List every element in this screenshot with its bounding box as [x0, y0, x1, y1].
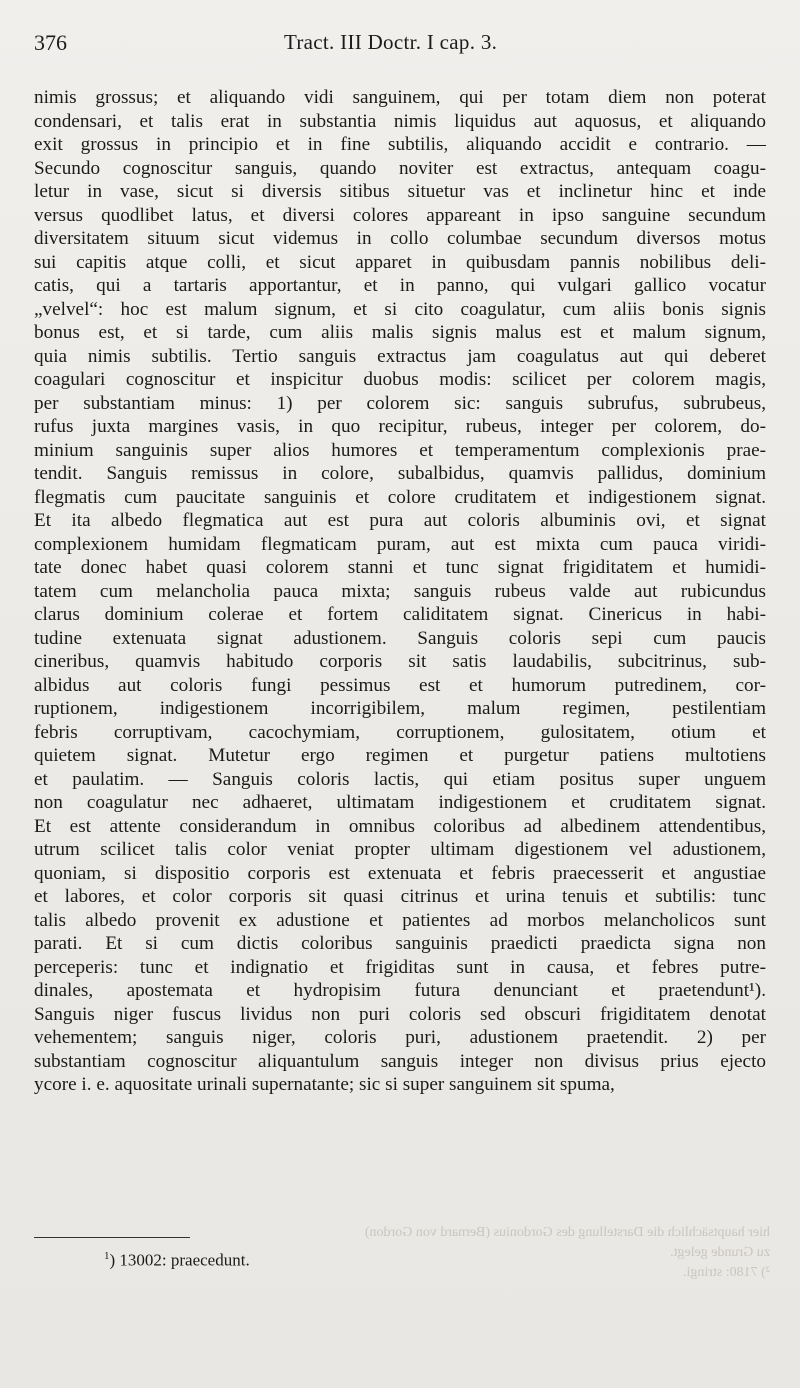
footnote-marker: 1 [104, 1250, 110, 1262]
text-line: diversitatem situum sicut videmus in collo columbae secundum diversos motus [34, 228, 766, 249]
footnote-text: ) 13002: praecedunt. [109, 1250, 250, 1270]
text-line: rufus juxta margines vasis, in quo recipitur, rubeus, integer per colorem, do- [34, 416, 766, 437]
text-line: versus quodlibet latus, et diversi colores appareant in ipso sanguine secundum [34, 204, 766, 226]
bleed-through-text [364, 1223, 770, 1293]
text-line: tate donec habet quasi colorem stanni et tunc signat frigiditatem et humidi- [34, 557, 766, 578]
text-line: complexionem humidam flegmaticam puram, aut est mixta cum pauca viridi- [34, 533, 766, 555]
text-line: letur in vase, sicut si diversis sitibus situetur vas et inclinetur hinc et inde [34, 181, 766, 202]
text-line: exit grossus in principio et in fine subtilis, aliquando accidit e contrario. — [34, 134, 766, 155]
text-line: vehementem; sanguis niger, coloris puri, adustionem praetendit. 2) per [34, 1027, 766, 1048]
text-line: et paulatim. — Sanguis coloris lactis, qui etiam positus super unguem [34, 768, 766, 790]
text-line: per substantiam minus: 1) per colorem sic: sanguis subrufus, subrubeus, [34, 392, 766, 414]
text-line: ruptionem, indigestionem incorrigibilem, malum regimen, pestilentiam [34, 698, 766, 719]
main-text-block [34, 86, 766, 1097]
running-head: Tract. III Doctr. I cap. 3. [284, 30, 498, 54]
text-line: utrum scilicet talis color veniat propter ultimam digestionem vel adustionem, [34, 839, 766, 860]
page-number: 376 [34, 30, 67, 55]
text-line: Secundo cognoscitur sanguis, quando noviter est extractus, antequam coagu- [34, 157, 766, 179]
text-line: non coagulatur nec adhaeret, ultimatam indigestionem et cruditatem signat. [34, 792, 766, 813]
text-line: minium sanguinis super alios humores et temperamentum complexionis prae- [34, 439, 766, 461]
text-line: sui capitis atque colli, et sicut apparet in quibusdam pannis nobilibus deli- [34, 251, 766, 273]
bleed-through-line: ²) 7180: stringi. [682, 1265, 770, 1280]
text-line: parati. Et si cum dictis coloribus sanguinis praedicti praedicta signa non [34, 933, 766, 954]
bleed-through-line: hier hauptsächlich die Darstellung des Gordonius (Bernard von Gordon) [364, 1225, 770, 1240]
text-line: tendit. Sanguis remissus in colore, subalbidus, quamvis pallidus, dominium [34, 463, 766, 484]
text-line: condensari, et talis erat in substantia nimis liquidus aut aquosus, et aliquando [34, 110, 766, 132]
bleed-through-line: zu Grunde gelegt. [670, 1245, 770, 1260]
text-line: coagulari cognoscitur et inspicitur duobus modis: scilicet per colorem magis, [34, 369, 766, 390]
text-line: quia nimis subtilis. Tertio sanguis extractus jam coagulatus aut qui deberet [34, 345, 766, 367]
text-line: perceperis: tunc et indignatio et frigiditas sunt in causa, et febres putre- [34, 956, 766, 978]
text-line: quoniam, si dispositio corporis est extenuata et febris praecesserit et angustiae [34, 862, 766, 884]
footnote [104, 1250, 250, 1271]
text-line: substantiam cognoscitur aliquantulum sanguis integer non divisus prius ejecto [34, 1050, 766, 1072]
text-line: nimis grossus; et aliquando vidi sanguinem, qui per totam diem non poterat [34, 87, 766, 108]
text-line: et labores, et color corporis sit quasi citrinus et urina tenuis et subtilis: tunc [34, 886, 766, 907]
text-line: febris corruptivam, cacochymiam, corruptionem, gulositatem, otium et [34, 721, 766, 743]
text-line: ycore i. e. aquositate urinali supernatante; sic si super sanguinem sit spuma, [34, 1074, 615, 1095]
text-line: Sanguis niger fuscus lividus non puri coloris sed obscuri frigiditatem denotat [34, 1003, 766, 1025]
text-line: clarus dominium colerae et fortem caliditatem signat. Cinericus in habi- [34, 604, 766, 625]
text-line: talis albedo provenit ex adustione et patientes ad morbos melancholicos sunt [34, 909, 766, 931]
text-line: tatem cum melancholia pauca mixta; sanguis rubeus valde aut rubicundus [34, 580, 766, 602]
text-line: flegmatis cum paucitate sanguinis et colore cruditatem et indigestionem signat. [34, 486, 766, 508]
footnote-separator-rule [34, 1237, 190, 1238]
page-header [34, 30, 769, 60]
text-line: albidus aut coloris fungi pessimus est et humorum putredinem, cor- [34, 674, 766, 696]
text-line: tudine extenuata signat adustionem. Sanguis coloris sepi cum paucis [34, 627, 766, 649]
text-line: catis, qui a tartaris apportantur, et in panno, qui vulgari gallico vocatur [34, 275, 766, 296]
text-line: cineribus, quamvis habitudo corporis sit satis laudabilis, subcitrinus, sub- [34, 651, 766, 672]
text-line: „velvel“: hoc est malum signum, et si cito coagulatur, cum aliis bonis signis [34, 298, 766, 320]
text-line: dinales, apostemata et hydropisim futura denunciant et praetendunt¹). [34, 980, 766, 1001]
text-line: Et est attente considerandum in omnibus coloribus ad albedinem attendentibus, [34, 815, 766, 837]
text-line: Et ita albedo flegmatica aut est pura aut coloris albuminis ovi, et signat [34, 510, 766, 531]
text-line: bonus est, et si tarde, cum aliis malis signis malus est et malum signum, [34, 322, 766, 343]
text-line: quietem signat. Mutetur ergo regimen et purgetur patiens multotiens [34, 745, 766, 766]
